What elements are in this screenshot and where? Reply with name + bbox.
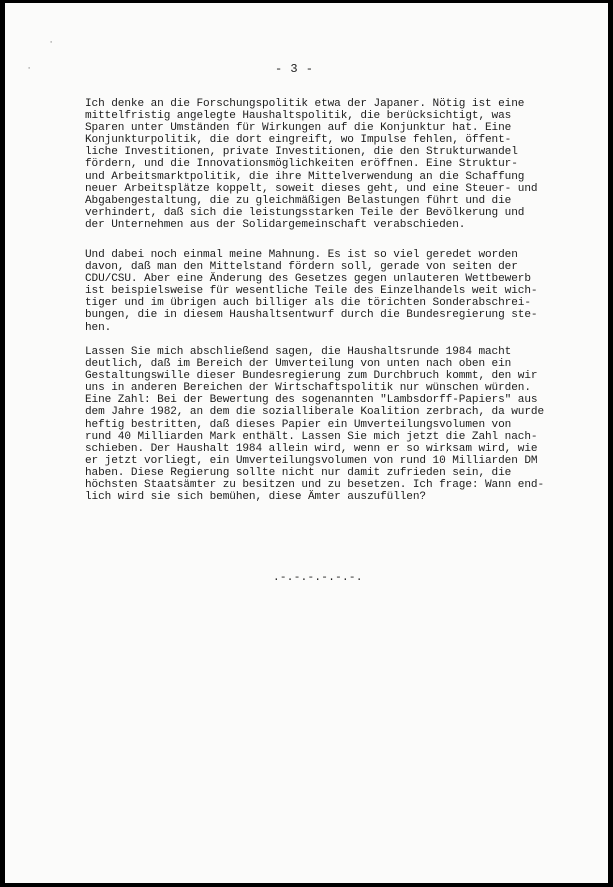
text-line: neuer Arbeitsplätze koppelt, soweit dieses geht, und eine Steuer- und <box>85 182 538 195</box>
text-line: rund 40 Milliarden Mark enthält. Lassen Sie mich jetzt die Zahl nach- <box>85 430 538 443</box>
text-line: Konjunkturpolitik, die dort eingreift, wo Impulse fehlen, öffent- <box>85 134 512 147</box>
document-page <box>5 3 608 883</box>
text-line: heftig bestritten, daß dieses Papier ein Umverteilungsvolumen von <box>85 418 512 431</box>
text-line: verhindert, daß sich die leistungsstarken Teile der Bevölkerung und <box>85 206 525 219</box>
text-line: Ich denke an die Forschungspolitik etwa der Japaner. Nötig ist eine <box>85 98 525 110</box>
text-line: dem Jahre 1982, an dem die sozialliberale Koalition zerbrach, da wurde <box>85 406 545 419</box>
paragraph-budget-1984 <box>85 346 585 503</box>
text-line: Sparen unter Umständen für Wirkungen auf die Konjunktur hat. Eine <box>85 122 512 135</box>
text-line: Abgabengestaltung, die zu gleichmäßigen Belastungen führt und die <box>85 194 512 207</box>
text-line: Lassen Sie mich abschließend sagen, die Haushaltsrunde 1984 macht <box>85 346 512 358</box>
text-line: liche Investitionen, private Investitionen, die den Strukturwandel <box>85 146 518 159</box>
text-line: ist beispielsweise für wesentliche Teile des Einzelhandels weit wich- <box>85 285 538 298</box>
text-line: bungen, die in diesem Haushaltsentwurf durch die Bundesregierung ste- <box>85 309 538 322</box>
paragraph-research-policy <box>85 98 585 231</box>
text-line: er jetzt vorliegt, ein Umverteilungsvolumen von rund 10 Milliarden DM <box>85 454 538 467</box>
text-line: der Unternehmen aus der Solidargemeinschaft verabschieden. <box>85 218 466 231</box>
text-line: Und dabei noch einmal meine Mahnung. Es ist so viel geredet worden <box>85 249 518 261</box>
text-line: uns in anderen Bereichen der Wirtschaftspolitik nur wünschen würden. <box>85 382 531 395</box>
text-line: mittelfristig angelegte Haushaltspolitik, die berücksichtigt, was <box>85 110 512 123</box>
text-line: Gestaltungswille dieser Bundesregierung zum Durchbruch kommt, den wir <box>85 370 538 383</box>
end-separator: .-.-.-.-.-.-. <box>273 572 363 584</box>
scan-speck: · <box>49 39 54 47</box>
scan-speck: · <box>27 65 32 73</box>
text-line: hen. <box>85 321 112 334</box>
text-line: davon, daß man den Mittelstand fördern soll, gerade von seiten der <box>85 261 518 274</box>
text-line: und Arbeitsmarktpolitik, die ihre Mittelverwendung an die Schaffung <box>85 170 525 183</box>
text-line: deutlich, daß im Bereich der Umverteilung von unten nach oben ein <box>85 358 512 371</box>
page-number: - 3 - <box>275 62 314 76</box>
text-line: fördern, und die Innovationsmöglichkeiten eröffnen. Eine Struktur- <box>85 158 518 171</box>
text-line: Eine Zahl: Bei der Bewertung des sogenannten "Lambsdorff-Papiers" aus <box>85 394 538 407</box>
text-line: tiger und im übrigen auch billiger als die törichten Sonderabschrei- <box>85 297 531 310</box>
text-line: CDU/CSU. Aber eine Änderung des Gesetzes gegen unlauteren Wettbewerb <box>85 273 531 286</box>
text-line: höchsten Staatsämter zu besitzen und zu besetzen. Ich frage: Wann end- <box>85 479 545 492</box>
paragraph-mittelstand <box>85 249 585 334</box>
text-line: haben. Diese Regierung sollte nicht nur damit zufrieden sein, die <box>85 466 512 479</box>
text-line: schieben. Der Haushalt 1984 allein wird, wenn er so wirksam wird, wie <box>85 442 538 455</box>
text-line: lich wird sie sich bemühen, diese Ämter auszufüllen? <box>85 491 426 504</box>
